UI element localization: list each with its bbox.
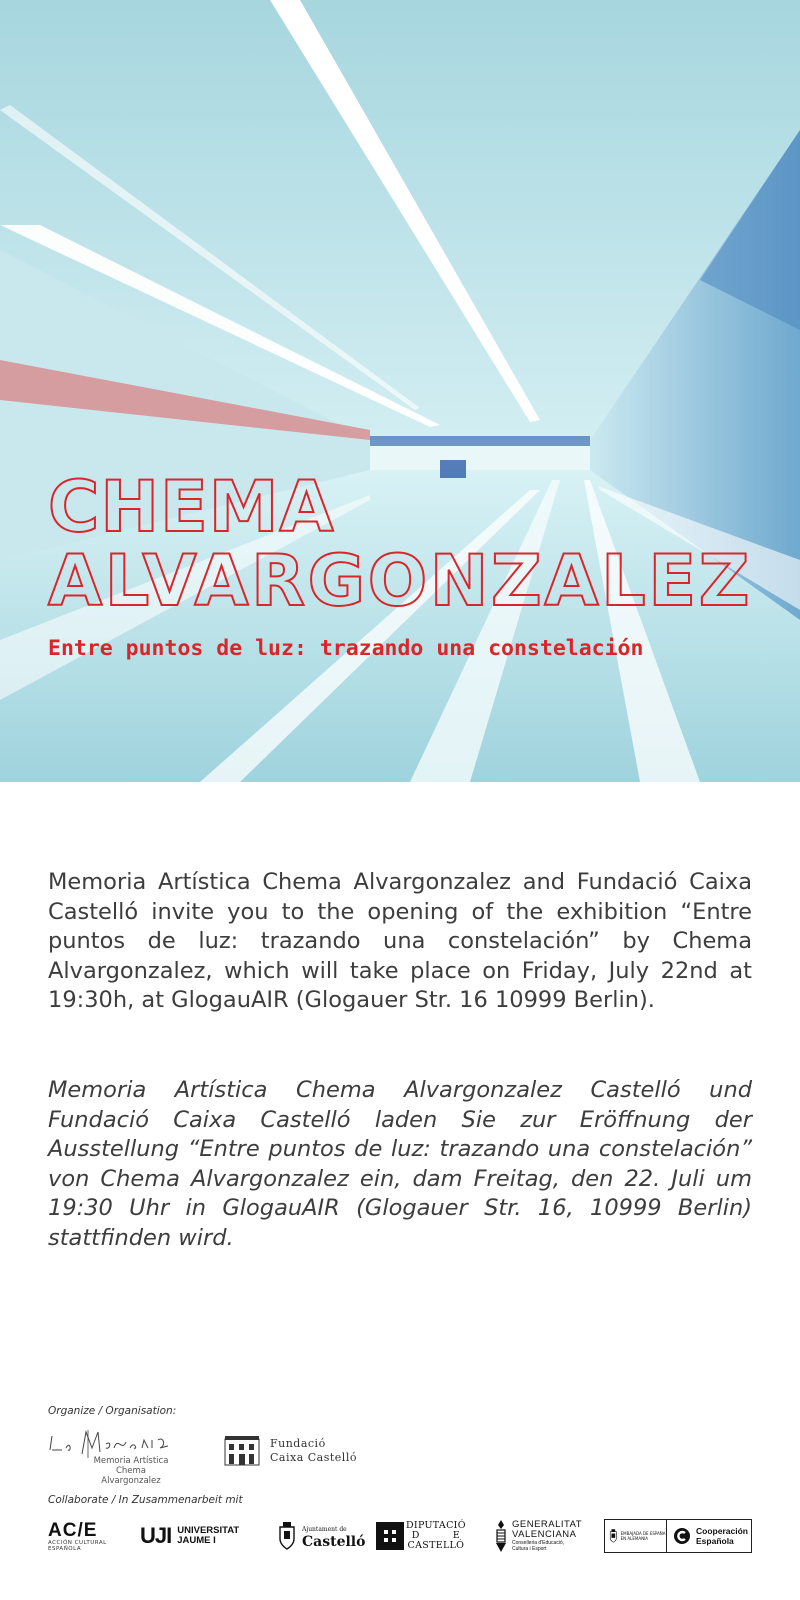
memoria-artistica-logo — [48, 1426, 178, 1486]
dipu-line2: D E — [411, 1530, 461, 1541]
title-line-last-name: ALVARGONZALEZ — [48, 540, 753, 622]
memoria-signature-icon — [48, 1426, 178, 1458]
dipu-line3: CASTELLÓ — [407, 1540, 465, 1551]
artist-name-title — [48, 466, 753, 622]
title-line-first-name: CHEMA — [48, 466, 335, 548]
gv-sub2: Cultura i Esport — [512, 1546, 547, 1552]
uji-logo — [140, 1516, 239, 1556]
cooperacion-c-icon — [673, 1527, 691, 1545]
diputacio-castello-logo — [376, 1516, 466, 1556]
ajuntament-castello-logo — [276, 1516, 365, 1556]
invitation-text-german: Memoria Artística Chema Alvargonzalez Castelló und Fundació Caixa Castelló laden Sie zur Eröffnung der Ausstellung “Entre puntos de luz: trazando una constelación” von Chema Alvargonzalez ein, dam Freitag, den 22. Juli um 19:30 Uhr in GlogauAIR (Glogauer Str. 16, 10999 Berlin) stattfinden wird. — [48, 1077, 752, 1251]
ace-logo — [48, 1516, 107, 1556]
gv-line2: VALENCIANA — [512, 1529, 577, 1540]
ace-logo-sub1: ACCIÓN CULTURAL — [48, 1539, 107, 1546]
fundacio-line2: Caixa Castelló — [270, 1451, 357, 1464]
fundacio-caixa-castello-logo — [224, 1434, 357, 1468]
uji-line2: JAUME I — [177, 1535, 216, 1546]
hero-image — [0, 0, 800, 782]
corridor-photo — [0, 0, 800, 782]
collaborator-logos — [48, 1516, 752, 1556]
memoria-line1: Memoria Artística — [93, 1456, 169, 1466]
dipu-line1: DIPUTACIÓ — [406, 1520, 466, 1531]
uji-line1: UNIVERSITAT — [177, 1525, 240, 1536]
ace-logo-mark: AC/E — [48, 1519, 98, 1541]
uji-logo-mark: UJI — [140, 1523, 172, 1548]
ace-logo-sub2: ESPAÑOLA — [48, 1545, 82, 1552]
diputacio-mark-icon — [376, 1522, 404, 1550]
collaborate-label: Collaborate / In Zusammenarbeit mit — [48, 1494, 243, 1506]
memoria-line2: Chema Alvargonzalez — [101, 1466, 161, 1486]
fundacio-line1: Fundació — [270, 1437, 326, 1450]
coat-of-arms-icon — [276, 1521, 298, 1551]
ayto-small: Ajuntament de — [302, 1526, 347, 1533]
organize-label: Organize / Organisation: — [48, 1405, 177, 1417]
invitation-text-english: Memoria Artística Chema Alvargonzalez and Fundació Caixa Castelló invite you to the opening of the exhibition “Entre puntos de luz: trazando una constelación” by Chema Alvargonzalez, which will take place on Friday, July 22nd at 19:30h, at GlogauAIR (Glogauer Str. 16 10999 Berlin). — [48, 869, 752, 1013]
exhibition-subtitle: Entre puntos de luz: trazando una constelación — [48, 636, 644, 661]
embassy-text: EMBAJADA DE ESPAÑA EN ALEMANIA — [620, 1531, 666, 1541]
building-icon — [224, 1435, 260, 1467]
ayto-big: Castelló — [302, 1534, 366, 1550]
gv-line1: GENERALITAT — [512, 1519, 583, 1530]
coop-name1: Cooperación — [696, 1526, 748, 1536]
cooperacion-espanola-logo — [604, 1519, 752, 1553]
generalitat-valenciana-logo — [494, 1516, 582, 1556]
gv-sub1: Conselleria d'Educació, — [512, 1540, 565, 1546]
spain-shield-icon — [609, 1525, 618, 1547]
generalitat-crest-icon — [494, 1519, 508, 1553]
coop-name2: Española — [696, 1536, 734, 1546]
